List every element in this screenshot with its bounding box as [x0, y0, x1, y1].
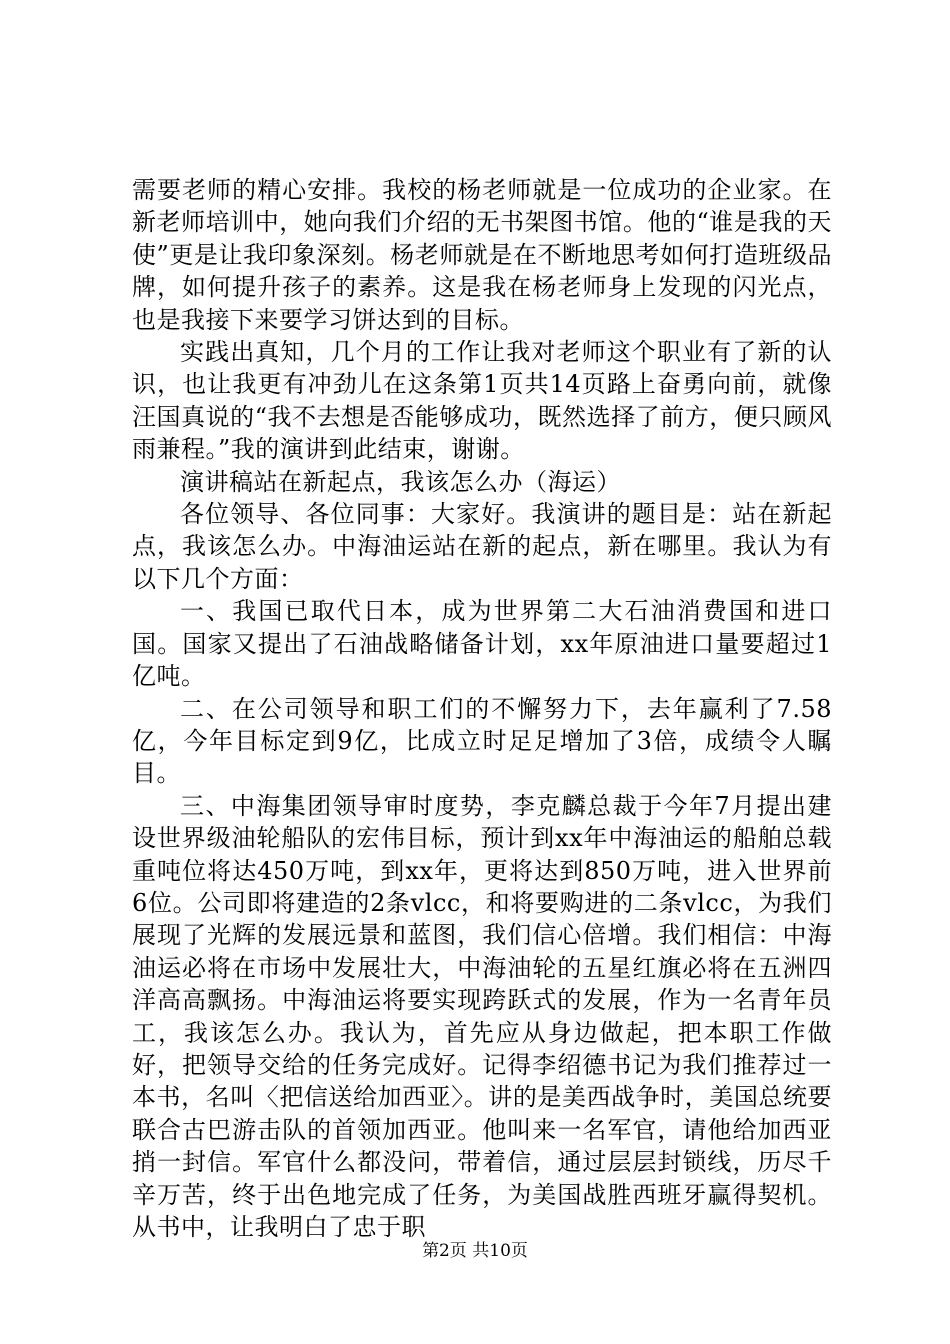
page-footer: [0, 1240, 950, 1262]
paragraph-1: 需要老师的精心安排。我校的杨老师就是一位成功的企业家。在新老师培训中，她向我们介绍的无书架图书馆。他的“谁是我的天使”更是让我印象深刻。杨老师就是在不断地思考如何打造班级品牌，如何提升孩子的素养。这是我在杨老师身上发现的闪光点，也是我接下来要学习饼达到的目标。: [132, 176, 832, 334]
paragraph-5: 二、在公司领导和职工们的不懈努力下，去年赢利了7.58亿，今年目标定到9亿，比成立时足足增加了3倍，成绩令人瞩目。: [132, 694, 832, 788]
page-number-label: 第2页 共10页: [422, 1241, 528, 1261]
paragraph-3: 各位领导、各位同事：大家好。我演讲的题目是：站在新起点，我该怎么办。中海油运站在新的起点，新在哪里。我认为有以下几个方面：: [132, 500, 832, 593]
paragraph-6: 三、中海集团领导审时度势，李克麟总裁于今年7月提出建设世界级油轮船队的宏伟目标，预计到xx年中海油运的船舶总载重吨位将达450万吨，到xx年，更将达到850万吨，进入世界前6位。公司即将建造的2条vlcc，和将要购进的二条vlcc，为我们展现了光辉的发展远景和蓝图，我们信心倍增。我们相信：中海油运必将在市场中发展壮大，中海油轮的五星红旗必将在五洲四洋高高飘扬。中海油运将要实现跨跃式的发展，作为一名青年员工，我该怎么办。我认为，首先应从身边做起，把本职工作做好，把领导交给的任务完成好。记得李绍德书记为我们推荐过一本书，名叫〈把信送给加西亚〉。讲的是美西战争时，美国总统要联合古巴游击队的首领加西亚。他叫来一名军官，请他给加西亚捎一封信。军官什么都没问，带着信，通过层层封锁线，历尽千辛万苦，终于出色地完成了任务，为美国战胜西班牙赢得契机。从书中，让我明白了忠于职: [132, 791, 832, 1241]
section-heading: 演讲稿站在新起点，我该怎么办（海运）: [180, 467, 621, 496]
document-body: [132, 174, 832, 1243]
paragraph-4: 一、我国已取代日本，成为世界第二大石油消费国和进口国。国家又提出了石油战略储备计划，xx年原油进口量要超过1亿吨。: [132, 597, 832, 691]
paragraph-2: 实践出真知，几个月的工作让我对老师这个职业有了新的认识，也让我更有冲劲儿在这条第1页共14页路上奋勇向前，就像汪国真说的“我不去想是否能够成功，既然选择了前方，便只顾风雨兼程。”我的演讲到此结束，谢谢。: [132, 338, 832, 464]
